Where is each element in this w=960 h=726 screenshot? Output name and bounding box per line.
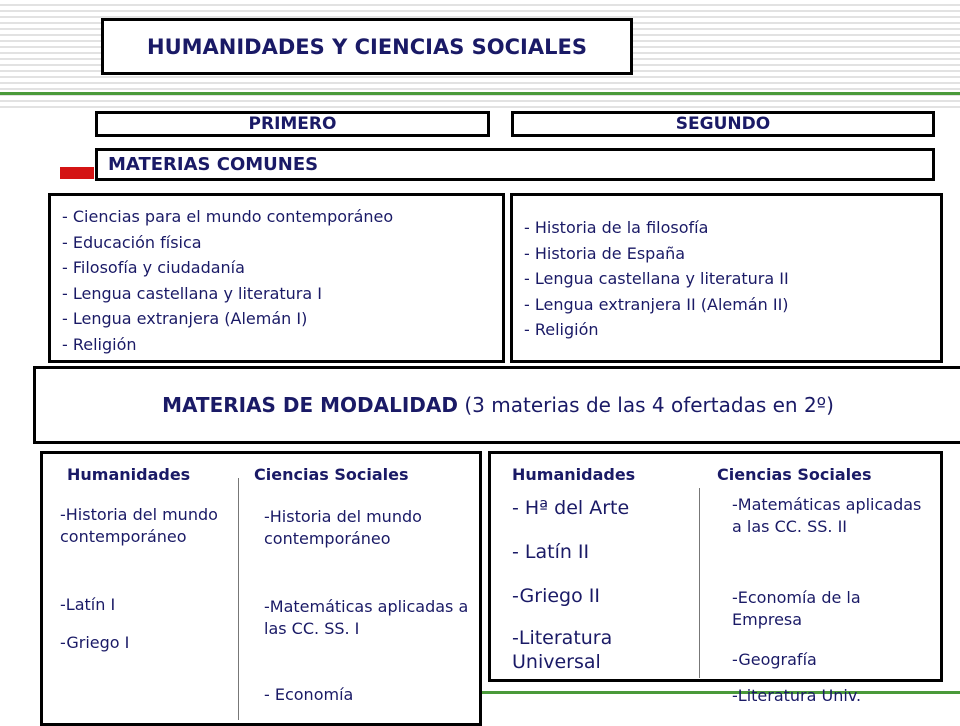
list-item: -Geografía [732, 650, 817, 669]
list-item: -Literatura Universal [512, 627, 613, 673]
header-segundo [511, 111, 935, 137]
list-item: -Griego II [512, 585, 600, 607]
primero-sociales-title: Ciencias Sociales [254, 465, 409, 484]
list-item: -Matemáticas aplicadas a las CC. SS. II [732, 495, 922, 536]
header-primero-label: PRIMERO [248, 114, 337, 134]
list-item: - Religión [524, 320, 599, 339]
header-segundo-label: SEGUNDO [675, 114, 771, 134]
list-item: - Lengua castellana y literatura I [62, 283, 322, 303]
list-item: - Latín II [512, 541, 590, 563]
list-item: - Lengua castellana y literatura II [524, 269, 789, 288]
primero-humanidades-title: Humanidades [67, 465, 191, 484]
segundo-list-box [510, 193, 943, 363]
list-item: - Lengua extranjera II (Alemán II) [524, 294, 789, 314]
page-title: HUMANIDADES Y CIENCIAS SOCIALES [147, 34, 587, 59]
column-divider [238, 478, 239, 720]
list-item: -Historia del mundo contemporáneo [264, 507, 422, 548]
list-item: -Economía de la Empresa [732, 588, 861, 629]
list-item: - Ciencias para el mundo contemporáneo [62, 207, 394, 226]
list-item: - Historia de la filosofía [524, 218, 709, 237]
list-item: -Matemáticas aplicadas a las CC. SS. I [264, 597, 469, 638]
materias-comunes-title: MATERIAS COMUNES [108, 154, 319, 175]
primero-list-box [48, 193, 505, 363]
header-primero [95, 111, 490, 137]
list-item: -Latín I [60, 595, 116, 614]
list-item: -Historia del mundo contemporáneo [60, 505, 218, 546]
materias-comunes-bar [95, 148, 935, 181]
list-item: - Historia de España [524, 243, 686, 263]
column-divider [699, 488, 700, 678]
list-item: - Lengua extranjera (Alemán I) [62, 309, 308, 328]
title-box [101, 18, 633, 75]
list-item: - Educación física [62, 232, 202, 252]
list-item: - Hª del Arte [512, 497, 630, 519]
segundo-sociales-title: Ciencias Sociales [717, 465, 872, 484]
segundo-humanidades-title: Humanidades [512, 465, 636, 484]
modalidad-title: MATERIAS DE MODALIDAD [162, 393, 458, 417]
modalidad-note: (3 materias de las 4 ofertadas en 2º) [464, 393, 834, 417]
list-item: - Economía [264, 685, 354, 704]
list-item: -Literatura Univ. [732, 686, 862, 705]
red-bullet-marker [60, 167, 94, 179]
list-item: - Filosofía y ciudadanía [62, 258, 245, 277]
list-item: -Griego I [60, 633, 130, 652]
list-item: - Religión [62, 334, 137, 354]
materias-modalidad-box [33, 366, 960, 444]
green-divider-top [0, 92, 960, 95]
